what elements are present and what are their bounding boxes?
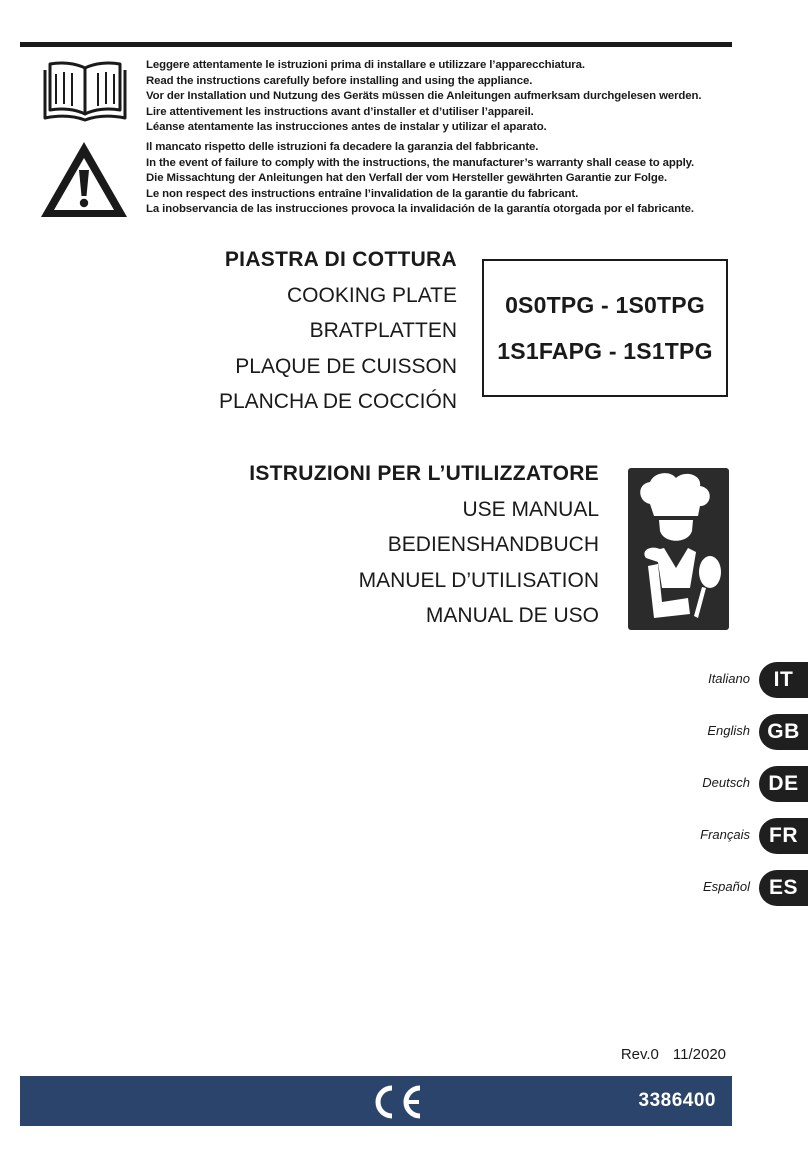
read-instructions-block	[146, 58, 701, 136]
language-name: Italiano	[708, 671, 750, 686]
warranty-line: Die Missachtung der Anleitungen hat den Verfall der vom Hersteller gewährten Garantie zur Folge.	[146, 172, 668, 185]
language-code-tab	[759, 714, 808, 750]
read-instructions-line: Vor der Installation und Nutzung des Geräts müssen die Anleitungen aufmerksam durchgelesen werden.	[146, 90, 702, 103]
product-name: BRATPLATTEN	[309, 319, 457, 342]
document-code: 3386400	[638, 1090, 716, 1111]
language-code: DE	[768, 772, 799, 795]
manual-title: MANUEL D’UTILISATION	[358, 568, 599, 592]
language-name: Español	[703, 879, 750, 894]
manual-title: USE MANUAL	[462, 497, 599, 521]
manual-title: MANUAL DE USO	[425, 604, 599, 627]
manual-title-primary: ISTRUZIONI PER L’UTILIZZATORE	[249, 462, 599, 485]
language-tab-gb[interactable]	[608, 714, 808, 750]
revision-info	[621, 1046, 726, 1063]
language-code: FR	[769, 824, 798, 847]
warranty-line: In the event of failure to comply with the instructions, the manufacturer’s warranty shall cease to apply.	[146, 156, 695, 169]
model-box	[482, 259, 728, 397]
language-name: English	[707, 723, 750, 738]
read-instructions-line: Leggere attentamente le istruzioni prima di installare e utilizzare l’apparecchiatura.	[146, 59, 585, 71]
language-code-tab	[759, 662, 808, 698]
warranty-warning-block	[146, 140, 694, 218]
read-instructions-line: Léanse atentamente las instrucciones antes de instalar y utilizar el aparato.	[146, 121, 547, 134]
product-name: PLANCHA DE COCCIÓN	[218, 390, 457, 413]
revision-date: 11/2020	[672, 1046, 726, 1063]
product-name: COOKING PLATE	[287, 283, 457, 307]
language-code-tab	[759, 870, 808, 906]
language-tab-it[interactable]	[608, 662, 808, 698]
warning-triangle-icon	[38, 138, 130, 220]
product-name-list	[219, 242, 457, 420]
product-name-primary: PIASTRA DI COTTURA	[224, 248, 457, 271]
revision-label: Rev.0	[620, 1046, 659, 1063]
warranty-line: Il mancato rispetto delle istruzioni fa decadere la garanzia del fabbricante.	[146, 141, 539, 153]
product-name: PLAQUE DE CUISSON	[235, 354, 457, 378]
language-code: GB	[767, 720, 800, 743]
manual-title: BEDIENSHANDBUCH	[387, 533, 599, 556]
top-rule	[20, 42, 732, 47]
manual-title-list	[249, 456, 599, 634]
language-tab-es[interactable]	[608, 870, 808, 906]
language-code-tab	[759, 818, 808, 854]
language-name: Français	[700, 827, 750, 842]
language-code: ES	[768, 876, 798, 899]
chef-user-icon	[628, 468, 729, 630]
read-instructions-line: Read the instructions carefully before installing and using the appliance.	[146, 74, 533, 87]
warranty-line: Le non respect des instructions entraîne l’invalidation de la garantie du fabricant.	[146, 187, 579, 200]
warranty-line: La inobservancia de las instrucciones provoca la invalidación de la garantía otorgada por el fabricante.	[146, 203, 694, 216]
footer-bar	[20, 1076, 732, 1126]
open-book-icon	[42, 58, 128, 122]
model-line: 0S0TPG - 1S0TPG	[505, 292, 705, 318]
language-tab-de[interactable]	[608, 766, 808, 802]
ce-mark-icon	[368, 1084, 424, 1120]
language-code-tab	[759, 766, 808, 802]
read-instructions-line: Lire attentivement les instructions avant d’installer et d’utiliser l’appareil.	[146, 105, 534, 118]
language-code: IT	[773, 668, 794, 691]
language-name: Deutsch	[702, 775, 750, 790]
language-tab-fr[interactable]	[608, 818, 808, 854]
model-line: 1S1FAPG - 1S1TPG	[497, 338, 713, 364]
